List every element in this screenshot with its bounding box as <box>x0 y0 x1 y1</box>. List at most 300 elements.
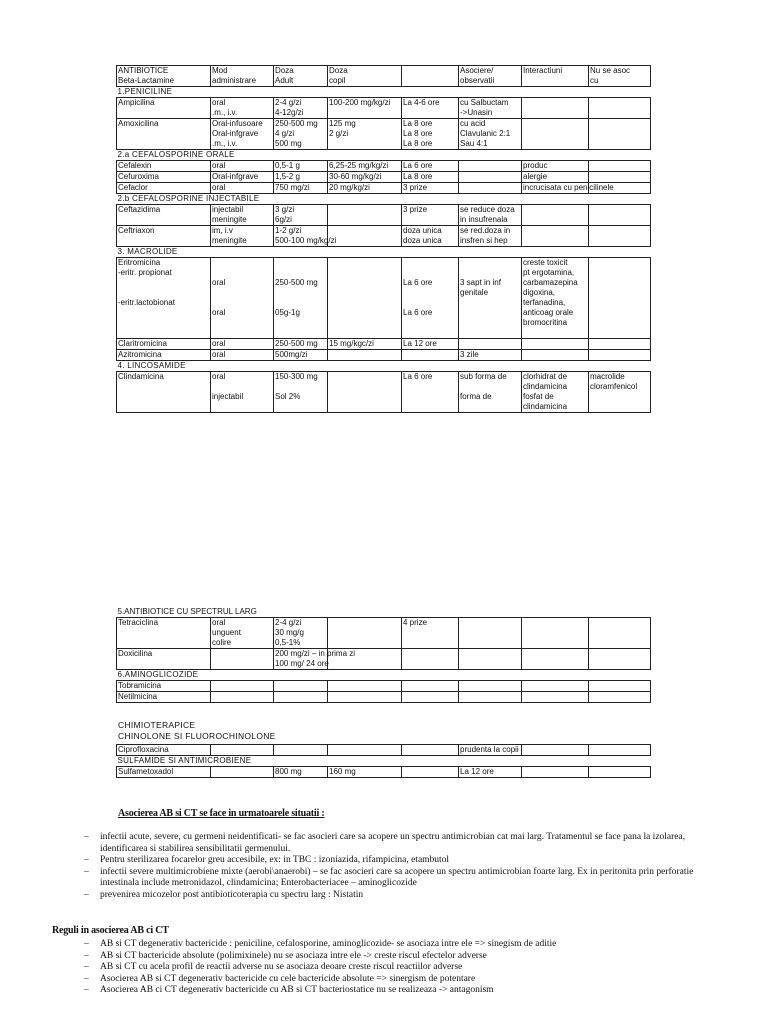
cell-line: 150-300 mg <box>275 372 318 381</box>
header-line: observatii <box>460 76 495 85</box>
cell-line <box>590 350 649 360</box>
cell-line <box>523 618 587 628</box>
table-row <box>117 172 651 183</box>
cell-line: se red.doza in <box>460 226 511 235</box>
table-cell <box>402 372 459 413</box>
table-cell <box>589 350 651 361</box>
table-cell <box>459 339 522 350</box>
cell-line <box>275 745 326 755</box>
cell-line: in insufrenala <box>460 215 508 224</box>
table-cell <box>402 98 459 119</box>
cell-line <box>403 745 457 755</box>
cell-line <box>590 681 649 691</box>
cell-line: unguent <box>212 628 241 637</box>
cell-line: .m., i.v. <box>212 139 238 148</box>
cell-line <box>460 649 520 659</box>
column-header <box>274 66 328 87</box>
table-section-row <box>117 607 651 618</box>
list-item <box>84 890 724 902</box>
table-cell <box>274 339 328 350</box>
cell-line <box>523 745 587 755</box>
cell-line <box>523 119 587 129</box>
cell-line: oral <box>212 183 226 192</box>
dash-bullet-icon: – <box>84 973 89 984</box>
table-section-row <box>117 361 651 372</box>
table-cell <box>117 649 211 670</box>
table-cell <box>274 745 328 756</box>
cell-line: Tetraciclina <box>118 618 159 627</box>
table-cell <box>274 767 328 778</box>
cell-line <box>329 745 400 755</box>
cell-line: fosfat de <box>523 392 554 401</box>
table-cell <box>402 183 459 194</box>
column-header <box>589 66 651 87</box>
cell-line: Sulfametoxadol <box>118 767 174 776</box>
cell-line <box>329 350 400 360</box>
column-header <box>402 66 459 87</box>
cell-line: -eritr.lactobionat <box>118 298 175 307</box>
table-cell <box>117 745 211 756</box>
section-label: 2.b CEFALOSPORINE INJECTABILE <box>117 194 651 205</box>
cell-line: doza unica <box>403 236 442 245</box>
table-cell <box>522 226 589 247</box>
cell-line: La 4-6 ore <box>403 98 440 107</box>
table-cell <box>589 226 651 247</box>
table-row <box>117 226 651 247</box>
cell-line <box>590 119 649 129</box>
cell-line <box>460 339 520 349</box>
antibiotics-table-beta-lactamine <box>116 65 651 413</box>
cell-line: 3 sapt in inf <box>460 278 501 287</box>
association-situations-heading: Asocierea AB si CT se face in urmatoarele situatii : <box>118 808 325 819</box>
table-cell <box>589 258 651 339</box>
cell-line <box>275 298 326 308</box>
table-cell <box>211 649 274 670</box>
cell-line <box>275 288 326 298</box>
table-cell <box>522 183 614 194</box>
cell-line: 750 mg/zi <box>275 183 310 192</box>
table-cell <box>459 98 522 119</box>
table-cell <box>522 649 589 670</box>
cell-line <box>460 183 520 193</box>
cell-line: oral <box>212 339 226 348</box>
table-cell <box>589 205 651 226</box>
table-cell <box>402 618 459 649</box>
header-line <box>403 66 457 76</box>
table-cell <box>274 649 356 670</box>
cell-line <box>403 268 457 278</box>
cell-line <box>460 618 520 628</box>
cell-line: .m., i.v. <box>212 108 238 117</box>
cell-line <box>403 288 457 298</box>
cell-line: La 12 ore <box>460 767 494 776</box>
cell-line: bromocritina <box>523 318 568 327</box>
chinolone-heading: CHINOLONE SI FLUOROCHINOLONE <box>118 731 276 741</box>
table-cell <box>522 172 589 183</box>
table-cell <box>117 205 211 226</box>
list-item <box>84 962 724 974</box>
table-cell <box>328 372 402 413</box>
cell-line: 250-500 mg <box>275 119 318 128</box>
chemotherapeutics-table <box>116 744 651 778</box>
cell-line <box>460 382 520 392</box>
cell-line: La 6 ore <box>403 308 433 317</box>
cell-line: Sau 4:1 <box>460 139 488 148</box>
cell-line: genitale <box>460 288 489 297</box>
cell-line <box>523 205 587 215</box>
cell-line <box>523 692 587 702</box>
table-cell <box>459 350 522 361</box>
cell-line: oral <box>212 278 226 287</box>
cell-line: insfren si hep <box>460 236 508 245</box>
table-cell <box>589 745 651 756</box>
table-cell <box>402 205 459 226</box>
cell-line: 30 mg/g <box>275 628 304 637</box>
cell-line: colire <box>212 638 232 647</box>
cell-line: La 6 ore <box>403 278 433 287</box>
cell-line: macrolide <box>590 372 625 381</box>
table-section-row <box>117 247 651 258</box>
cell-line <box>590 692 649 702</box>
table-cell <box>274 618 328 649</box>
table-section-row <box>117 670 651 681</box>
association-rules-heading: Reguli in asocierea AB ci CT <box>52 925 169 936</box>
header-line: Asociere/ <box>460 66 494 75</box>
table-cell <box>328 339 402 350</box>
table-cell <box>274 226 337 247</box>
chimioterapice-title <box>118 720 276 742</box>
table-cell <box>459 681 522 692</box>
table-cell <box>274 183 328 194</box>
cell-line: 100 mg/ 24 ore <box>275 659 329 668</box>
table-cell <box>589 172 651 183</box>
cell-line: anticoag orale <box>523 308 574 317</box>
cell-line: Claritromicina <box>118 339 167 348</box>
column-header <box>117 66 211 87</box>
cell-line <box>275 692 326 702</box>
table-cell <box>589 98 651 119</box>
table-cell <box>211 339 274 350</box>
table-cell <box>589 372 651 413</box>
cell-line: pt ergotamina, <box>523 268 575 277</box>
cell-line: Cefuroxima <box>118 172 159 181</box>
table-cell <box>117 767 211 778</box>
table-cell <box>459 161 522 172</box>
table-cell <box>274 350 328 361</box>
list-item <box>84 832 724 855</box>
cell-line: 3 prize <box>403 183 428 192</box>
cell-line <box>460 258 520 268</box>
cell-line <box>212 268 272 278</box>
table-cell <box>402 226 459 247</box>
table-cell <box>211 205 274 226</box>
cell-line: La 6 ore <box>403 372 433 381</box>
header-line: ANTIBIOTICE <box>118 66 169 75</box>
cell-line <box>118 278 209 288</box>
cell-line: 6,25-25 mg/kg/zi <box>329 161 389 170</box>
cell-line <box>212 258 272 268</box>
list-item <box>84 867 724 890</box>
cell-line: Tobramicina <box>118 681 162 690</box>
table-cell <box>402 119 459 150</box>
header-line: Doza <box>329 66 348 75</box>
cell-line: produc <box>523 161 548 170</box>
table-cell <box>459 205 522 226</box>
cell-line <box>329 258 400 268</box>
cell-line: Ceftriaxon <box>118 226 155 235</box>
table-cell <box>274 681 328 692</box>
dash-bullet-icon: – <box>84 950 89 961</box>
association-situations-list <box>84 832 724 902</box>
list-item-text: infectii severe multimicrobiene mixte (aerobi\anaerobi) – se fac asocieri care sa acopere un spectru antimicrobian foarte larg. Ex in peritonita prin perforatie intestinala include metronidazol, clindamicina; Enterobacteriacee – aminoglicozide <box>100 866 694 889</box>
table-section-row <box>117 194 651 205</box>
cell-line: ->Unasin <box>460 108 493 117</box>
chimioterapice-heading: CHIMIOTERAPICE <box>118 720 196 730</box>
column-header <box>522 66 589 87</box>
table-cell <box>211 745 274 756</box>
cell-line <box>275 382 326 392</box>
cell-line: Oral-infgrave <box>212 129 259 138</box>
cell-line <box>329 618 400 628</box>
table-cell <box>211 226 274 247</box>
cell-line: prudenta la copii <box>460 745 519 754</box>
cell-line <box>590 618 649 628</box>
cell-line: alergie <box>523 172 548 181</box>
list-item <box>84 985 724 997</box>
section-label: 4. LINCOSAMIDE <box>117 361 651 372</box>
cell-line: 4 g/zi <box>275 129 295 138</box>
cell-line: carbamazepina <box>523 278 578 287</box>
table-cell <box>402 258 459 339</box>
cell-line: injectabil <box>212 205 244 214</box>
list-item <box>84 951 724 963</box>
cell-line <box>212 767 272 777</box>
section-label: 6.AMINOGLICOZIDE <box>117 670 651 681</box>
table-row <box>117 692 651 703</box>
cell-line <box>523 681 587 691</box>
table-row <box>117 119 651 150</box>
cell-line: cloramfenicol <box>590 382 638 391</box>
cell-line: clindamicina <box>523 402 568 411</box>
cell-line <box>523 649 587 659</box>
section-label: 3. MACROLIDE <box>117 247 651 258</box>
table-cell <box>459 372 522 413</box>
cell-line: Azitromicina <box>118 350 162 359</box>
header-line: Mod <box>212 66 228 75</box>
list-item-text: AB si CT cu acela profil de reactii adverse nu se asociaza deoare creste riscul reactiilor adverse <box>100 962 463 973</box>
table-cell <box>117 372 211 413</box>
table-cell <box>589 339 651 350</box>
table-cell <box>402 692 459 703</box>
table-cell <box>211 161 274 172</box>
table-cell <box>402 649 459 670</box>
table-cell <box>522 372 589 413</box>
cell-line: -eritr. propionat <box>118 268 172 277</box>
table-cell <box>522 745 589 756</box>
table-row <box>117 372 651 413</box>
cell-line: La 8 ore <box>403 119 433 128</box>
table-cell <box>402 767 459 778</box>
table-cell <box>328 172 402 183</box>
table-cell <box>589 681 651 692</box>
cell-line: 1-2 g/zi <box>275 226 302 235</box>
table-cell <box>211 183 274 194</box>
cell-line <box>212 288 272 298</box>
cell-line: terfanadina, <box>523 298 566 307</box>
cell-line: oral <box>212 618 226 627</box>
dash-bullet-icon: – <box>84 866 89 877</box>
column-header <box>328 66 402 87</box>
cell-line: 800 mg <box>275 767 302 776</box>
cell-line <box>460 681 520 691</box>
table-cell <box>274 692 328 703</box>
cell-line <box>403 350 457 360</box>
cell-line: Cefalexin <box>118 161 152 170</box>
cell-line: 05g-1g <box>275 308 300 317</box>
cell-line: 2 g/zi <box>329 129 349 138</box>
cell-line: 2-4 g/zi <box>275 98 302 107</box>
cell-line: Ampicilina <box>118 98 155 107</box>
table-cell <box>459 258 522 339</box>
table-cell <box>589 767 651 778</box>
table-cell <box>402 339 459 350</box>
table-cell <box>274 372 328 413</box>
cell-line: 15 mg/kgc/zi <box>329 339 374 348</box>
cell-line: La 8 ore <box>403 172 433 181</box>
section-label: SULFAMIDE SI ANTIMICROBIENE <box>117 756 651 767</box>
table-cell <box>117 172 211 183</box>
dash-bullet-icon: – <box>84 889 89 900</box>
cell-line: Cefaclor <box>118 183 148 192</box>
table-row <box>117 161 651 172</box>
cell-line: meningite <box>212 236 247 245</box>
table-cell <box>117 258 211 339</box>
cell-line <box>523 767 587 777</box>
cell-line <box>329 205 400 215</box>
cell-line <box>329 681 400 691</box>
table-cell <box>522 98 589 119</box>
cell-line: oral <box>212 161 226 170</box>
list-item-text: Asocierea AB ci CT degenerativ bactericide cu AB si CT bacteriostatice nu se realizeaza -> antagonism <box>100 985 494 996</box>
cell-line <box>212 692 272 702</box>
cell-line: cu acid <box>460 119 486 128</box>
table-cell <box>117 339 211 350</box>
cell-line <box>590 226 649 236</box>
table-row <box>117 183 651 194</box>
cell-line: clorhidrat de <box>523 372 568 381</box>
table-cell <box>328 350 402 361</box>
table-row <box>117 681 651 692</box>
cell-line: 125 mg <box>329 119 356 128</box>
table-row <box>117 350 651 361</box>
table-section-row <box>117 87 651 98</box>
table-cell <box>117 226 211 247</box>
cell-line <box>118 308 209 318</box>
table-row <box>117 258 651 339</box>
cell-line: La 8 ore <box>403 139 433 148</box>
header-line: Beta-Lactamine <box>118 76 175 85</box>
table-cell <box>211 172 274 183</box>
cell-line <box>460 692 520 702</box>
table-cell <box>328 745 402 756</box>
cell-line: 500-100 mg/kg/zi <box>275 236 337 245</box>
cell-line <box>590 172 649 182</box>
cell-line: Ciprofloxacina <box>118 745 169 754</box>
table-cell <box>328 226 402 247</box>
table-cell <box>402 172 459 183</box>
cell-line: Netilmicina <box>118 692 158 701</box>
table-cell <box>522 161 589 172</box>
table-cell <box>402 745 459 756</box>
cell-line <box>460 161 520 171</box>
table-cell <box>328 618 402 649</box>
list-item <box>84 939 724 951</box>
cell-line <box>590 205 649 215</box>
cell-line: digoxina, <box>523 288 556 297</box>
cell-line: Clindamicina <box>118 372 164 381</box>
cell-line: 160 mg <box>329 767 356 776</box>
antibiotics-table-broad-spectrum <box>116 607 651 703</box>
table-row <box>117 618 651 649</box>
cell-line: 500 mg <box>275 139 302 148</box>
table-cell <box>117 183 211 194</box>
header-line: cu <box>590 76 599 85</box>
list-item-text: infectii acute, severe, cu germeni neidentificati- se fac asocieri care sa acopere un spectru antimicrobian cat mai larg. Tratamentul se face pana la izolarea, identificarea si stabilirea sensibilitatii germenului. <box>100 832 686 854</box>
table-cell <box>211 692 274 703</box>
table-row <box>117 339 651 350</box>
cell-line <box>590 339 649 349</box>
cell-line: forma de <box>460 392 492 401</box>
list-item <box>84 855 724 867</box>
cell-line <box>523 350 587 360</box>
table-cell <box>459 745 522 756</box>
cell-line: 6g/zi <box>275 215 292 224</box>
table-cell <box>328 161 402 172</box>
cell-line <box>275 258 326 268</box>
table-cell <box>522 681 589 692</box>
cell-line: 500mg/zi <box>275 350 308 359</box>
cell-line: 250-500 mg <box>275 278 318 287</box>
header-line: Interactiuni <box>523 66 563 75</box>
cell-line: meningite <box>212 215 247 224</box>
table-cell <box>274 172 328 183</box>
table-section-row <box>117 150 651 161</box>
cell-line <box>460 172 520 182</box>
table-cell <box>274 161 328 172</box>
table-cell <box>211 681 274 692</box>
cell-line <box>523 226 587 236</box>
cell-line <box>275 268 326 278</box>
cell-line: oral <box>212 98 226 107</box>
table-row <box>117 98 651 119</box>
table-cell <box>274 119 328 150</box>
cell-line: oral <box>212 308 226 317</box>
cell-line <box>590 258 649 268</box>
cell-line <box>403 649 457 659</box>
cell-line <box>275 681 326 691</box>
header-line: Doza <box>275 66 294 75</box>
cell-line <box>403 692 457 702</box>
table-cell <box>328 183 402 194</box>
list-item-text: Asocierea AB si CT degenerativ bactericide cu cele bactericide absolute => sinergism de potentare <box>100 973 476 984</box>
cell-line: La 12 ore <box>403 339 437 348</box>
cell-line <box>523 339 587 349</box>
cell-line: 200 mg/zi – in prima zi <box>275 649 356 658</box>
cell-line: Oral-infusoare <box>212 119 263 128</box>
cell-line <box>590 649 649 659</box>
cell-line: 30-60 mg/kg/zi <box>329 172 382 181</box>
table-cell <box>117 692 211 703</box>
